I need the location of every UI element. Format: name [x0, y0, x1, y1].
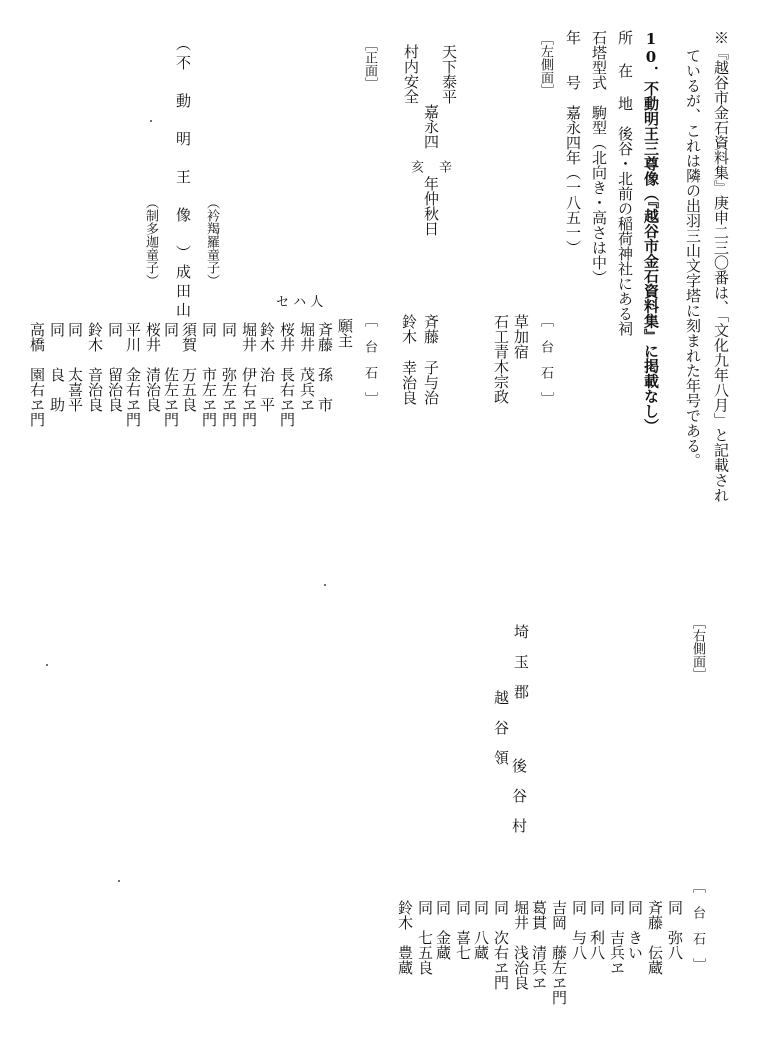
right-dai-r10: 同 次右ヱ門	[492, 900, 510, 990]
right-face-pref: 埼 玉 郡	[512, 624, 530, 699]
front-dai-col-d: 鈴木 治 平	[258, 322, 276, 412]
left-face-peace: 天下泰平	[440, 44, 458, 104]
front-dai-col-l: 同 留治良	[106, 322, 124, 412]
note-line-1: ※『越谷市金石資料集』庚申二三〇番は、「文化九年八月」と記載され	[712, 30, 730, 503]
left-dai-maker2: 石工青木宗政	[492, 314, 510, 404]
right-dai-r13: 同 金蔵	[434, 900, 452, 960]
right-dai-r7: 吉岡 藤左ヱ門	[550, 900, 568, 1005]
front-dai-col-e: 堀井 伊右ヱ門	[240, 322, 258, 427]
front-dai-col-c: 桜井 長右ヱ門	[278, 322, 296, 427]
note-line-2: ているが、これは隣の出羽三山文字塔に刻まれた年号である。	[684, 48, 702, 468]
left-dai-name2b: 幸治良	[400, 360, 418, 405]
front-left-child: （衿羯羅童子）	[204, 196, 219, 287]
right-dai-r9: 堀井 浅治良	[512, 900, 530, 990]
left-dai-maker1: 草加宿	[512, 314, 530, 359]
right-dai-r14: 同 七五良	[416, 900, 434, 975]
front-dai-col-i: 同 佐左ヱ門	[162, 322, 180, 427]
scan-speck	[46, 664, 48, 666]
scan-speck	[118, 880, 120, 882]
left-face-kan: 辛	[436, 160, 451, 173]
left-face-date-rest: 年仲秋日	[422, 176, 440, 236]
front-dai-col-p: 高橋 園右ヱ門	[28, 322, 46, 427]
right-face-domain: 越 谷 領	[492, 690, 510, 765]
front-dai-col-h: 須賀 万五良	[180, 322, 198, 412]
right-dai-r12: 同 喜七	[454, 900, 472, 960]
left-dai-name1b: 子与治	[422, 360, 440, 405]
right-dai-r4: 同 吉兵ヱ	[608, 900, 626, 975]
right-dai-r15: 鈴木 豊蔵	[396, 900, 414, 975]
entry-year: 年 号 嘉永四年（一八五一）	[564, 30, 582, 255]
front-dai-label: ［ 台 石 ］	[362, 314, 377, 405]
left-face-safety: 村内安全	[402, 44, 420, 104]
right-dai-r11: 同 八蔵	[472, 900, 490, 960]
front-dai-col-b: 堀井 茂兵ヱ	[298, 322, 316, 412]
front-label: ［正面］	[362, 38, 377, 90]
left-dai-label: ［ 台 石 ］	[538, 314, 553, 405]
front-dai-col-k: 平川 金右ヱ門	[124, 322, 142, 427]
front-dai-col-j: 桜井 清治良	[144, 322, 162, 412]
scan-speck	[324, 584, 326, 586]
right-dai-r6: 同 与八	[570, 900, 588, 960]
front-dai-col-f: 同 弥左ヱ門	[220, 322, 238, 427]
front-dai-col-m: 鈴木 音治良	[86, 322, 104, 412]
front-dai-kana: セ ハ 人	[276, 295, 324, 310]
front-dai-col-o: 同 良 助	[48, 322, 66, 412]
scan-speck	[150, 120, 152, 122]
right-face-label: ［右側面］	[690, 616, 705, 681]
left-face-label: ［左側面］	[538, 32, 553, 97]
front-dai-col-a: 斉藤 孫 市	[316, 322, 334, 412]
front-dai-ganshu: 願主	[336, 318, 354, 348]
right-dai-r1: 同 弥八	[666, 900, 684, 960]
front-center: （不 動 明 王 像 ）成田山	[174, 36, 192, 321]
left-face-era: 嘉永四	[422, 104, 440, 149]
entry-location: 所 在 地 後谷・北前の稲荷神社にある祠	[616, 30, 634, 336]
right-face-village: 後 谷 村	[510, 758, 528, 833]
front-dai-col-n: 同 太喜平	[66, 322, 84, 412]
right-dai-label: ［ 台 石 ］	[690, 880, 705, 971]
entry-form: 石塔型式 駒型（北向き・高さは中）	[590, 30, 608, 285]
left-face-shi: 亥	[408, 160, 423, 173]
front-right-child: （制多迦童子）	[143, 196, 158, 287]
left-dai-name1a: 斉藤	[422, 314, 440, 344]
front-dai-col-g: 同 市左ヱ門	[200, 322, 218, 427]
right-dai-r3: 同 きい	[626, 900, 644, 960]
right-dai-r8: 葛貫 清兵ヱ	[530, 900, 548, 990]
right-dai-r2: 斉藤 伝蔵	[646, 900, 664, 975]
left-dai-name2a: 鈴木	[400, 314, 418, 344]
right-dai-r5: 同 利八	[588, 900, 606, 960]
entry-title: 10．不動明王三尊像（『越谷市金石資料集』に掲載なし）	[642, 30, 660, 434]
